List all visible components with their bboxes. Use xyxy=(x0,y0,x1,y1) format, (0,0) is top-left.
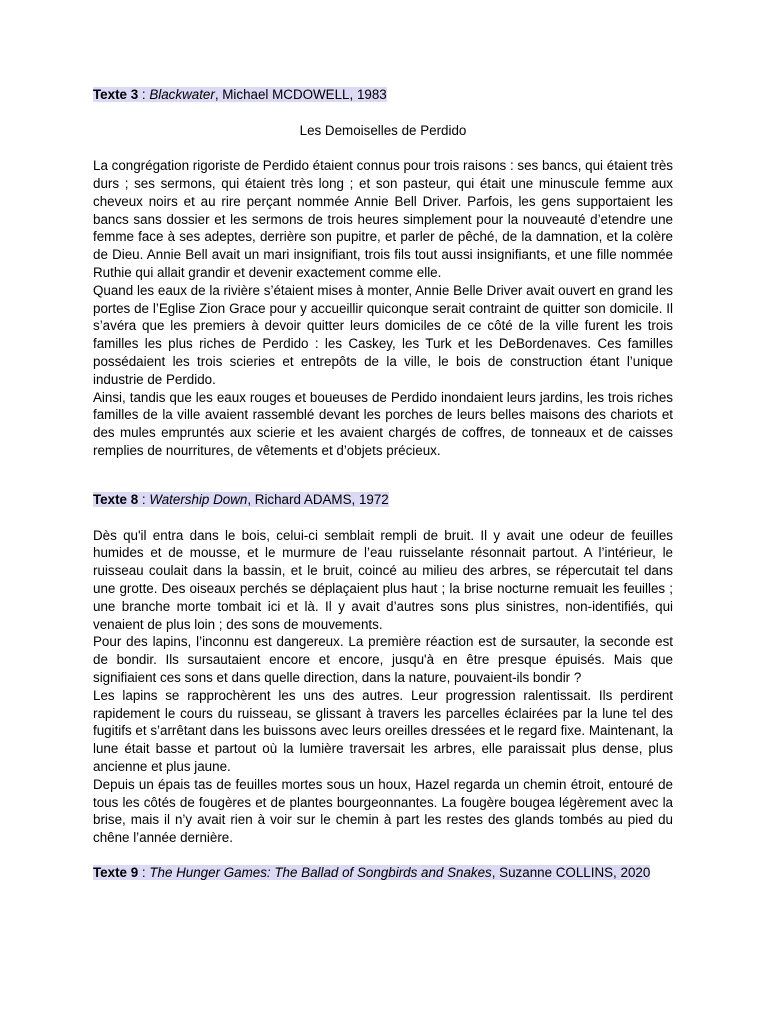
paragraph: Pour des lapins, l’inconnu est dangereux. La première réaction est de sursauter, la seconde est de bondir. Ils sursautaient encore et encore, jusqu'à en être presque épuisés. Mais que signifiaient ces sons et dans quelle direction, dans la nature, pouvaient-ils bondir ? xyxy=(93,634,673,685)
heading-highlight xyxy=(93,87,387,102)
text-section-9 xyxy=(93,864,673,882)
heading-separator: : xyxy=(138,865,150,880)
chapter-title: Les Demoiselles de Perdido xyxy=(299,122,467,138)
paragraph: Depuis un épais tas de feuilles mortes sous un houx, Hazel regarda un chemin étroit, entouré de tous les côtés de fougères et de plantes bourgeonnantes. La fougère bougea légèrement avec la brise, mais il n’y avait rien à voir sur le chemin à part les restes des glands tombés au pied du chêne l’année dernière. xyxy=(93,776,673,846)
book-title: The Hunger Games: The Ballad of Songbirds and Snakes xyxy=(149,865,492,880)
paragraph: Ainsi, tandis que les eaux rouges et boueuses de Perdido inondaient leurs jardins, les trois riches familles de la ville avaient rassemblé devant les porches de leurs belles maisons des chariots et des mules empruntés aux scierie et les avaient chargés de coffres, de tonneaux et de caisses remplies de nourritures, de vêtements et d’objets précieux. xyxy=(93,389,673,458)
heading-highlight xyxy=(93,492,389,507)
heading-separator: : xyxy=(138,87,150,102)
section-heading xyxy=(93,491,673,509)
section-heading xyxy=(93,86,673,104)
book-title: Blackwater xyxy=(149,87,215,102)
book-author: , Richard ADAMS, 1972 xyxy=(247,492,389,507)
book-author: , Michael MCDOWELL, 1983 xyxy=(214,87,387,102)
book-title: Watership Down xyxy=(149,492,248,507)
paragraph: La congrégation rigoriste de Perdido étaient connus pour trois raisons : ses bancs, qui étaient très durs ; ses sermons, qui étaient très long ; et son pasteur, qui était une minuscule femme aux cheveux noirs et au rire perçant nommée Annie Bell Driver. Parfois, les gens supportaient les bancs sans dossier et les sermons de trois heures simplement pour la nouveauté d’etendre une femme face à ses adeptes, derrière son pupitre, et parler de pêché, de la damnation, et la colère de Dieu. Annie Bell avait un mari insignifiant, trois fils tout aussi insignifiants, et une fille nommée Ruthie qui allait grandir et devenir exactement comme elle. xyxy=(93,158,673,280)
book-author: , Suzanne COLLINS, 2020 xyxy=(491,865,651,880)
text-section-8 xyxy=(93,491,673,847)
paragraph: Les lapins se rapprochèrent les uns des autres. Leur progression ralentissait. Ils perdirent rapidement le cours du ruisseau, se glissant à travers les parcelles éclairées par la lune tel des fugitifs et s’arrêtant dans les buissons avec leurs oreilles dressées et le regard fixe. Maintenant, la lune était basse et partout où la lumière traversait les arbres, elle paraissait plus dense, plus ancienne et plus jaune. xyxy=(93,687,673,774)
section-heading xyxy=(93,864,673,882)
paragraph: Quand les eaux de la rivière s’étaient mises à monter, Annie Belle Driver avait ouvert en grand les portes de l’Eglise Zion Grace pour y accueillir quiconque serait contraint de quitter son domicile. Il s’avéra que les premiers à devoir quitter leurs domiciles de ce côté de la ville furent les trois familles les plus riches de Perdido : les Caskey, les Turk et les DeBordenaves. Ces familles possédaient les trois scieries et entrepôts de la ville, le bois de construction étant l’unique industrie de Perdido. xyxy=(93,282,673,387)
heading-highlight xyxy=(93,865,650,880)
section-label: Texte 8 xyxy=(93,492,139,507)
text-section-3 xyxy=(93,86,673,460)
paragraph: Dès qu'il entra dans le bois, celui-ci semblait rempli de bruit. Il y avait une odeur de feuilles humides et de mousse, et le murmure de l’eau ruisselante résonnait partout. A l’intérieur, le ruisseau coulait dans la bassin, et le bruit, coincé au milieu des arbres, se répercutait tel dans une grotte. Des oiseaux perchés se déplaçaient plus haut ; la brise nocturne remuait les feuilles ; une branche morte tombait ici et là. Il y avait d’autres sons plus sinistres, non-identifiés, qui venaient de plus loin ; des sons de mouvements. xyxy=(93,527,673,632)
heading-separator: : xyxy=(138,492,150,507)
section-label: Texte 9 xyxy=(93,865,139,880)
section-label: Texte 3 xyxy=(93,87,139,102)
